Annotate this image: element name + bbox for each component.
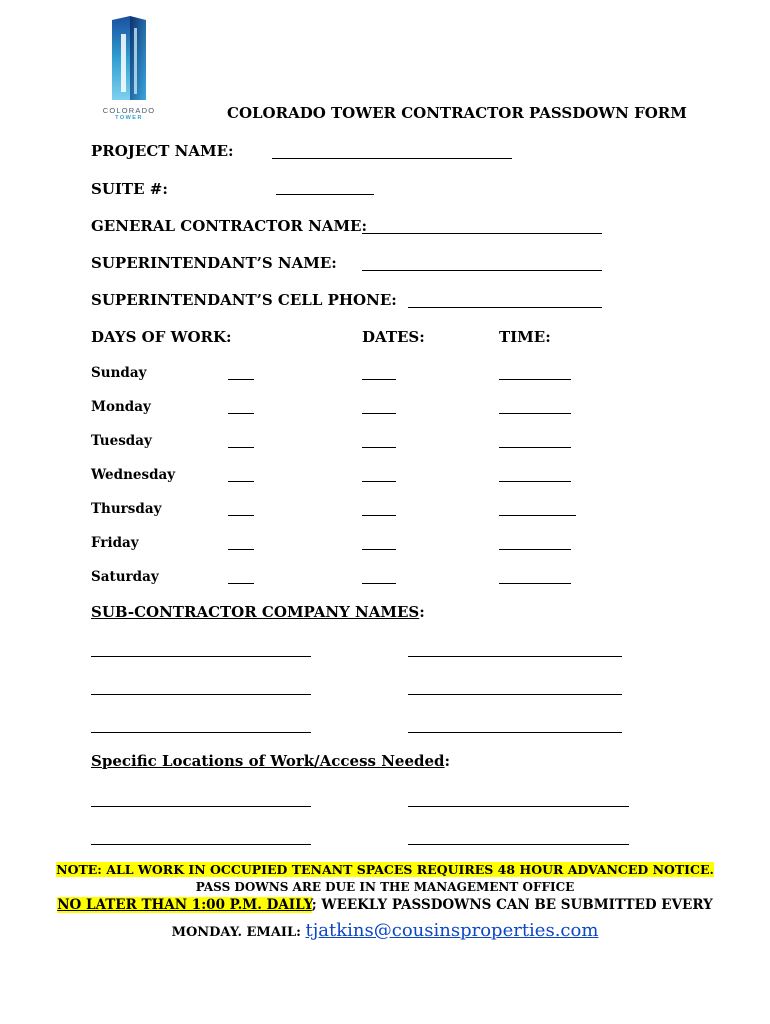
- date-field[interactable]: [362, 413, 396, 414]
- subcontractor-heading-text: SUB-CONTRACTOR COMPANY NAMES: [91, 603, 420, 621]
- subcontractor-field[interactable]: [91, 656, 311, 657]
- days-of-work-header: DAYS OF WORK:: [91, 328, 232, 346]
- day-label: Monday: [91, 399, 151, 415]
- subcontractor-field[interactable]: [408, 732, 622, 733]
- note-line-3: [0, 897, 770, 913]
- date-field[interactable]: [362, 515, 396, 516]
- date-field[interactable]: [362, 549, 396, 550]
- form-title: COLORADO TOWER CONTRACTOR PASSDOWN FORM: [227, 104, 687, 122]
- general-contractor-field[interactable]: [362, 233, 602, 234]
- subcontractor-heading: [91, 603, 425, 621]
- time-field[interactable]: [499, 481, 571, 482]
- colorado-tower-logo: [90, 14, 168, 126]
- project-name-field[interactable]: [272, 158, 512, 159]
- general-contractor-label: GENERAL CONTRACTOR NAME:: [91, 217, 368, 235]
- subcontractor-field[interactable]: [91, 732, 311, 733]
- superintendent-name-label: SUPERINTENDANT’S NAME:: [91, 254, 337, 272]
- email-link[interactable]: tjatkins@cousinsproperties.com: [305, 920, 599, 941]
- day-label: Saturday: [91, 569, 159, 585]
- location-field[interactable]: [408, 844, 629, 845]
- dates-header: DATES:: [362, 328, 425, 346]
- time-field[interactable]: [499, 379, 571, 380]
- day-check-field[interactable]: [228, 413, 254, 414]
- time-field[interactable]: [499, 549, 571, 550]
- day-label: Tuesday: [91, 433, 152, 449]
- deadline-note: NO LATER THAN 1:00 P.M. DAILY: [57, 897, 312, 913]
- logo-wordmark: COLORADO: [102, 106, 156, 115]
- subcontractor-field[interactable]: [408, 694, 622, 695]
- day-label: Sunday: [91, 365, 147, 381]
- day-check-field[interactable]: [228, 481, 254, 482]
- day-check-field[interactable]: [228, 515, 254, 516]
- suite-label: SUITE #:: [91, 180, 168, 198]
- locations-heading-colon: :: [444, 752, 451, 770]
- advanced-notice-note: NOTE: ALL WORK IN OCCUPIED TENANT SPACES REQUIRES 48 HOUR ADVANCED NOTICE.: [56, 862, 714, 877]
- date-field[interactable]: [362, 583, 396, 584]
- time-field[interactable]: [499, 447, 571, 448]
- day-check-field[interactable]: [228, 583, 254, 584]
- note-line-4: [0, 920, 770, 941]
- time-header: TIME:: [499, 328, 551, 346]
- superintendent-phone-label: SUPERINTENDANT’S CELL PHONE:: [91, 291, 397, 309]
- day-check-field[interactable]: [228, 549, 254, 550]
- location-field[interactable]: [91, 844, 311, 845]
- superintendent-phone-field[interactable]: [408, 307, 602, 308]
- project-name-label: PROJECT NAME:: [91, 142, 234, 160]
- suite-field[interactable]: [276, 194, 374, 195]
- weekly-note: ; WEEKLY PASSDOWNS CAN BE SUBMITTED EVERY: [311, 897, 713, 913]
- email-prefix: MONDAY. EMAIL:: [171, 925, 306, 940]
- logo-subtitle: TOWER: [115, 115, 143, 121]
- day-label: Wednesday: [91, 467, 176, 483]
- time-field[interactable]: [499, 413, 571, 414]
- superintendent-name-field[interactable]: [362, 270, 602, 271]
- date-field[interactable]: [362, 447, 396, 448]
- subcontractor-field[interactable]: [91, 694, 311, 695]
- note-line-1: [0, 862, 770, 877]
- day-check-field[interactable]: [228, 379, 254, 380]
- day-label: Friday: [91, 535, 139, 551]
- note-line-2: PASS DOWNS ARE DUE IN THE MANAGEMENT OFFICE: [195, 880, 575, 894]
- day-check-field[interactable]: [228, 447, 254, 448]
- location-field[interactable]: [408, 806, 629, 807]
- tower-logo-icon: [90, 14, 168, 102]
- locations-heading-text: Specific Locations of Work/Access Needed: [91, 752, 445, 770]
- locations-heading: [91, 752, 450, 770]
- date-field[interactable]: [362, 481, 396, 482]
- date-field[interactable]: [362, 379, 396, 380]
- subcontractor-field[interactable]: [408, 656, 622, 657]
- location-field[interactable]: [91, 806, 311, 807]
- time-field[interactable]: [499, 515, 576, 516]
- time-field[interactable]: [499, 583, 571, 584]
- subcontractor-heading-colon: :: [419, 603, 425, 621]
- day-label: Thursday: [91, 501, 162, 517]
